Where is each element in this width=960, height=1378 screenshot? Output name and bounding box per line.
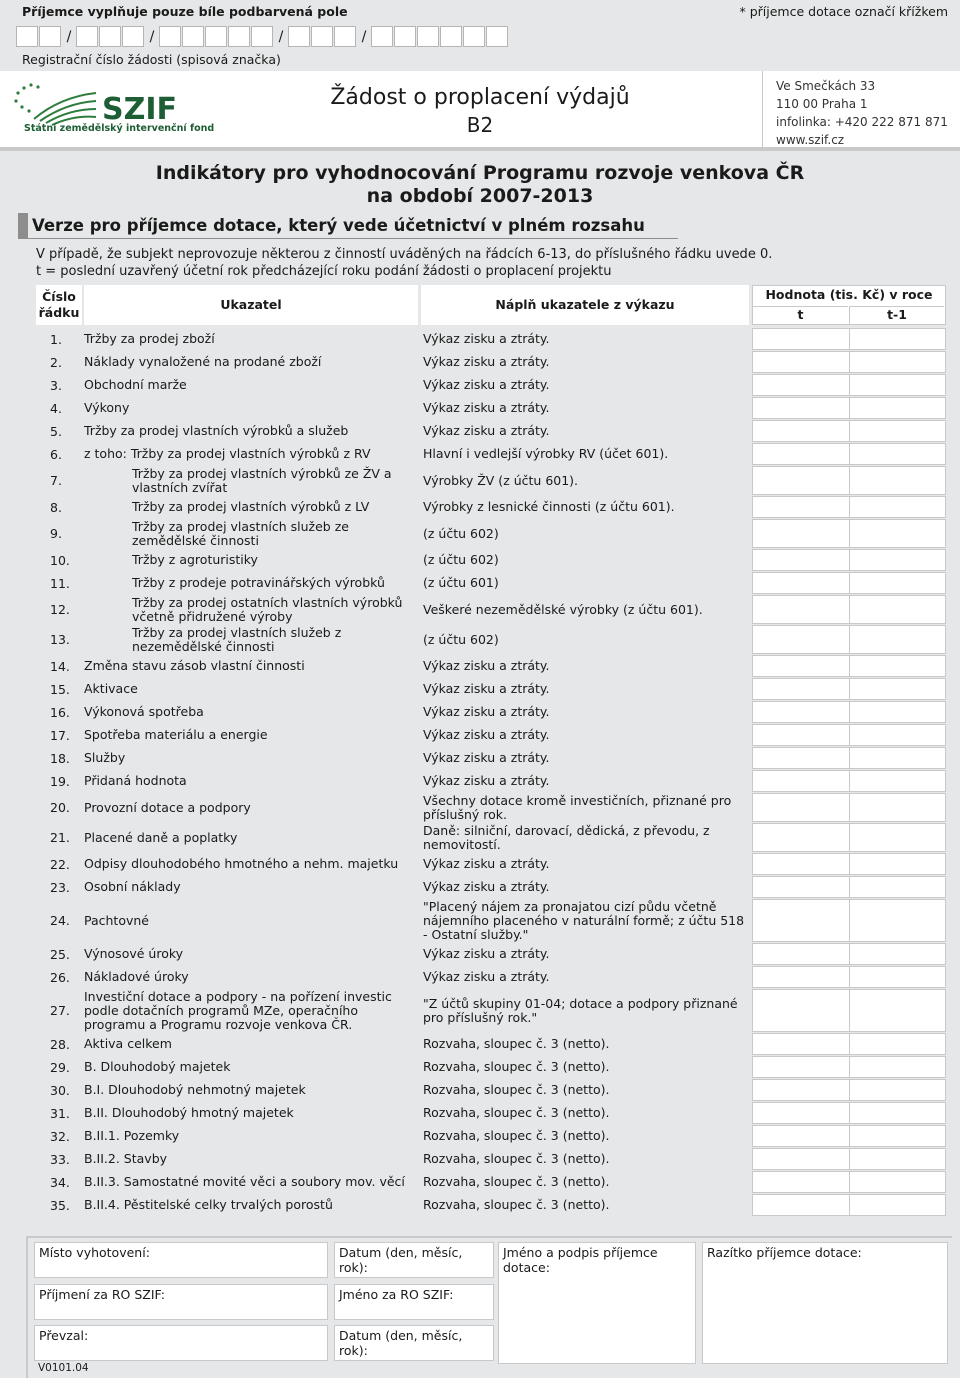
value-t-input[interactable] xyxy=(752,466,850,495)
table-row xyxy=(0,420,960,442)
col-header-source: Náplň ukazatele z výkazu xyxy=(421,285,749,325)
reg-digit-field[interactable] xyxy=(463,26,485,47)
row-number: 33. xyxy=(50,1151,70,1167)
value-t-1-input[interactable] xyxy=(849,899,946,942)
value-t-1-input[interactable] xyxy=(849,1102,946,1124)
form-header xyxy=(0,71,960,151)
value-t-input[interactable] xyxy=(752,989,850,1032)
address-block xyxy=(776,77,948,149)
value-t-1-input[interactable] xyxy=(849,793,946,822)
source-description: Rozvaha, sloupec č. 3 (netto). xyxy=(423,1128,610,1143)
value-t-input[interactable] xyxy=(752,747,850,769)
value-t-1-input[interactable] xyxy=(849,853,946,875)
value-t-input[interactable] xyxy=(752,876,850,898)
value-t-input[interactable] xyxy=(752,943,850,965)
value-t-input[interactable] xyxy=(752,899,850,942)
applicant-stamp-field[interactable]: Razítko příjemce dotace: xyxy=(702,1242,948,1364)
col-header-indicator: Ukazatel xyxy=(84,285,418,325)
table-row xyxy=(0,496,960,518)
value-t-1-input[interactable] xyxy=(849,549,946,571)
row-number: 3. xyxy=(50,377,62,393)
reg-digit-field[interactable] xyxy=(122,26,144,47)
source-description: Výkaz zisku a ztráty. xyxy=(423,704,550,719)
value-t-1-input[interactable] xyxy=(849,655,946,677)
form-title: Žádost o proplacení výdajů xyxy=(330,85,630,110)
source-description: Výkaz zisku a ztráty. xyxy=(423,969,550,984)
source-description: Výkaz zisku a ztráty. xyxy=(423,658,550,673)
row-number: 8. xyxy=(50,499,62,515)
value-t-1-input[interactable] xyxy=(849,1056,946,1078)
table-row xyxy=(0,793,960,822)
value-t-input[interactable] xyxy=(752,496,850,518)
row-number: 34. xyxy=(50,1174,70,1190)
row-number: 26. xyxy=(50,969,70,985)
place-field[interactable]: Místo vyhotovení: xyxy=(34,1242,328,1278)
value-t-1-input[interactable] xyxy=(849,678,946,700)
indicator-label: Investiční dotace a podpory - na pořízení investic podle dotačních programů MZe, operačního programu a Programu rozvoje venkova ČR. xyxy=(84,988,392,1032)
indicator-label: B.II.4. Pěstitelské celky trvalých porostů xyxy=(84,1197,333,1212)
value-t-1-input[interactable] xyxy=(849,420,946,442)
source-description: Rozvaha, sloupec č. 3 (netto). xyxy=(423,1151,610,1166)
value-t-1-input[interactable] xyxy=(849,876,946,898)
source-description: Rozvaha, sloupec č. 3 (netto). xyxy=(423,1174,610,1189)
value-t-input[interactable] xyxy=(752,1171,850,1193)
row-number: 9. xyxy=(50,526,62,541)
table-row xyxy=(0,1125,960,1147)
received-by-field[interactable]: Převzal: xyxy=(34,1325,328,1361)
row-number: 15. xyxy=(50,681,70,697)
table-row xyxy=(0,1033,960,1055)
indicator-label: Výkony xyxy=(84,400,130,415)
row-number: 5. xyxy=(50,423,62,439)
table-row xyxy=(0,351,960,373)
source-description: Výkaz zisku a ztráty. xyxy=(423,879,550,894)
date-field[interactable]: Datum (den, měsíc, rok): xyxy=(334,1242,494,1278)
instruction-rows: V případě, že subjekt neprovozuje některou z činností uváděných na řádcích 6-13, do příslušného řádku uvede 0. xyxy=(36,247,773,262)
value-t-1-input[interactable] xyxy=(849,496,946,518)
indicator-label: Tržby za prodej vlastních výrobků z LV xyxy=(132,499,370,514)
source-description: Výkaz zisku a ztráty. xyxy=(423,331,550,346)
indicator-label: z toho: Tržby za prodej vlastních výrobků z RV xyxy=(84,446,371,461)
value-t-1-input[interactable] xyxy=(849,1148,946,1170)
value-t-1-input[interactable] xyxy=(849,443,946,465)
indicator-label: B.II.3. Samostatné movité věci a soubory mov. věcí xyxy=(84,1174,405,1189)
reg-digit-field[interactable] xyxy=(159,26,181,47)
source-description: Výkaz zisku a ztráty. xyxy=(423,750,550,765)
row-number: 2. xyxy=(50,354,62,370)
row-number: 31. xyxy=(50,1105,70,1121)
value-t-input[interactable] xyxy=(752,519,850,548)
row-number: 17. xyxy=(50,727,70,743)
reg-digit-field[interactable] xyxy=(76,26,98,47)
source-description: Daně: silniční, darovací, dědická, z převodu, z nemovitostí. xyxy=(423,822,710,852)
row-number: 19. xyxy=(50,773,70,789)
source-description: Výkaz zisku a ztráty. xyxy=(423,400,550,415)
row-number: 32. xyxy=(50,1128,70,1144)
indicator-label: Náklady vynaložené na prodané zboží xyxy=(84,354,322,369)
source-description: Výkaz zisku a ztráty. xyxy=(423,423,550,438)
row-number: 24. xyxy=(50,913,70,928)
reg-digit-field[interactable] xyxy=(417,26,439,47)
value-t-1-input[interactable] xyxy=(849,966,946,988)
value-t-1-input[interactable] xyxy=(849,747,946,769)
registration-number-fields: / / / / xyxy=(16,26,509,47)
row-number: 35. xyxy=(50,1197,70,1213)
table-row xyxy=(0,397,960,419)
registration-label: Registrační číslo žádosti (spisová značka) xyxy=(22,52,281,67)
logo-full-name: Státní zemědělský intervenční fond xyxy=(24,123,215,134)
value-t-1-input[interactable] xyxy=(849,1125,946,1147)
hotline: infolinka: +420 222 871 871 xyxy=(776,115,948,129)
row-number: 29. xyxy=(50,1059,70,1075)
indicator-label: B.II.2. Stavby xyxy=(84,1151,168,1166)
value-t-input[interactable] xyxy=(752,1079,850,1101)
table-row xyxy=(0,1079,960,1101)
reg-digit-field[interactable] xyxy=(99,26,121,47)
table-row xyxy=(0,625,960,654)
source-description: Hlavní i vedlejší výrobky RV (účet 601). xyxy=(423,446,669,461)
row-number: 14. xyxy=(50,658,70,674)
table-row xyxy=(0,853,960,875)
source-description: Výkaz zisku a ztráty. xyxy=(423,354,550,369)
row-number: 12. xyxy=(50,602,70,617)
source-description: Rozvaha, sloupec č. 3 (netto). xyxy=(423,1059,610,1074)
value-t-1-input[interactable] xyxy=(849,943,946,965)
indicator-label: Aktiva celkem xyxy=(84,1036,172,1051)
indicator-label: Nákladové úroky xyxy=(84,969,189,984)
indicator-label: Služby xyxy=(84,750,126,765)
table-row xyxy=(0,374,960,396)
value-t-input[interactable] xyxy=(752,1033,850,1055)
table-row xyxy=(0,1148,960,1170)
indicator-label: Změna stavu zásob vlastní činnosti xyxy=(84,658,305,673)
row-number: 7. xyxy=(50,473,62,488)
row-number: 4. xyxy=(50,400,62,416)
form-code: B2 xyxy=(466,113,494,137)
source-description: "Z účtů skupiny 01-04; dotace a podpory přiznané pro příslušný rok." xyxy=(423,995,738,1025)
table-row xyxy=(0,899,960,942)
main-title: Indikátory pro vyhodnocování Programu rozvoje venkova ČR na období 2007-2013 xyxy=(155,162,805,207)
row-number: 27. xyxy=(50,1003,70,1018)
instruction-t-definition: t = poslední uzavřený účetní rok předcházející roku podání žádosti o proplacení projektu xyxy=(36,264,612,279)
table-row xyxy=(0,1102,960,1124)
value-t-1-input[interactable] xyxy=(849,595,946,624)
checkbox-note: * příjemce dotace označí křížkem xyxy=(739,4,948,19)
applicant-signature-field[interactable]: Jméno a podpis příjemce dotace: xyxy=(498,1242,696,1364)
reg-digit-field[interactable] xyxy=(228,26,250,47)
table-row xyxy=(0,823,960,852)
source-description: Rozvaha, sloupec č. 3 (netto). xyxy=(423,1105,610,1120)
indicator-label: Tržby z agroturistiky xyxy=(132,552,258,567)
value-t-input[interactable] xyxy=(752,701,850,723)
indicator-label: Výnosové úroky xyxy=(84,946,184,961)
value-t-input[interactable] xyxy=(752,1125,850,1147)
row-number: 13. xyxy=(50,632,70,647)
reg-digit-field[interactable] xyxy=(288,26,310,47)
source-description: (z účtu 601) xyxy=(423,575,499,590)
reg-digit-field[interactable] xyxy=(205,26,227,47)
table-row xyxy=(0,943,960,965)
row-number: 18. xyxy=(50,750,70,766)
row-number: 28. xyxy=(50,1036,70,1052)
value-t-1-input[interactable] xyxy=(849,374,946,396)
indicator-label: B.II.1. Pozemky xyxy=(84,1128,180,1143)
value-t-input[interactable] xyxy=(752,655,850,677)
address-line: 110 00 Praha 1 xyxy=(776,97,868,111)
value-t-1-input[interactable] xyxy=(849,1194,946,1216)
reg-digit-field[interactable] xyxy=(251,26,273,47)
row-number: 6. xyxy=(50,446,62,462)
value-t-1-input[interactable] xyxy=(849,701,946,723)
col-header-t: t xyxy=(753,306,848,324)
source-description: Výkaz zisku a ztráty. xyxy=(423,377,550,392)
value-t-input[interactable] xyxy=(752,443,850,465)
indicator-label: Tržby za prodej vlastních výrobků ze ŽV a vlastních zvířat xyxy=(132,465,392,495)
reg-digit-field[interactable] xyxy=(334,26,356,47)
indicator-label: Provozní dotace a podpory xyxy=(84,799,251,815)
table-row xyxy=(0,595,960,624)
value-t-input[interactable] xyxy=(752,770,850,792)
value-t-input[interactable] xyxy=(752,793,850,822)
ro-name-field[interactable]: Jméno za RO SZIF: xyxy=(334,1284,494,1320)
receipt-date-field[interactable]: Datum (den, měsíc, rok): xyxy=(334,1325,494,1361)
row-number: 23. xyxy=(50,879,70,895)
indicator-label: Tržby za prodej vlastních výrobků a služeb xyxy=(84,423,349,438)
table-row xyxy=(0,989,960,1032)
col-header-row-number: Číslo řádku xyxy=(36,285,82,325)
source-description: Výkaz zisku a ztráty. xyxy=(423,727,550,742)
table-row xyxy=(0,1056,960,1078)
table-row xyxy=(0,572,960,594)
value-t-input[interactable] xyxy=(752,328,850,350)
source-description: "Placený nájem za pronajatou cizí půdu včetně nájemního placeného v naturální formě; z účtu 518 - Ostatní služby." xyxy=(423,898,745,942)
source-description: Rozvaha, sloupec č. 3 (netto). xyxy=(423,1197,610,1212)
value-t-input[interactable] xyxy=(752,595,850,624)
source-description: Výrobky ŽV (z účtu 601). xyxy=(423,472,579,488)
table-row xyxy=(0,876,960,898)
source-description: Výkaz zisku a ztráty. xyxy=(423,773,550,788)
value-t-1-input[interactable] xyxy=(849,823,946,852)
form-version: V0101.04 xyxy=(38,1362,89,1374)
table-row xyxy=(0,770,960,792)
indicator-label: B.II. Dlouhodobý hmotný majetek xyxy=(84,1105,294,1120)
source-description: Výkaz zisku a ztráty. xyxy=(423,856,550,871)
table-row xyxy=(0,655,960,677)
indicator-table xyxy=(0,328,960,1217)
value-t-input[interactable] xyxy=(752,351,850,373)
value-t-input[interactable] xyxy=(752,823,850,852)
source-description: (z účtu 602) xyxy=(423,525,499,541)
source-description: Všechny dotace kromě investičních, přiznané pro příslušný rok. xyxy=(423,792,732,822)
value-t-input[interactable] xyxy=(752,397,850,419)
row-number: 20. xyxy=(50,800,70,815)
value-t-1-input[interactable] xyxy=(849,328,946,350)
value-t-1-input[interactable] xyxy=(849,1171,946,1193)
value-t-1-input[interactable] xyxy=(849,466,946,495)
indicator-label: B.I. Dlouhodobý nehmotný majetek xyxy=(84,1082,306,1097)
value-t-input[interactable] xyxy=(752,678,850,700)
indicator-label: Přidaná hodnota xyxy=(84,773,187,788)
reg-digit-field[interactable] xyxy=(39,26,61,47)
table-row xyxy=(0,1194,960,1216)
table-row xyxy=(0,966,960,988)
table-row xyxy=(0,328,960,350)
indicator-label: Placené daně a poplatky xyxy=(84,829,238,845)
indicator-label: B. Dlouhodobý majetek xyxy=(84,1059,231,1074)
reg-digit-field[interactable] xyxy=(371,26,393,47)
value-t-input[interactable] xyxy=(752,1194,850,1216)
indicator-label: Tržby z prodeje potravinářských výrobků xyxy=(132,575,385,590)
source-description: Rozvaha, sloupec č. 3 (netto). xyxy=(423,1036,610,1051)
reg-digit-field[interactable] xyxy=(182,26,204,47)
value-t-input[interactable] xyxy=(752,853,850,875)
value-t-input[interactable] xyxy=(752,1148,850,1170)
source-description: Výrobky z lesnické činnosti (z účtu 601). xyxy=(423,499,675,514)
col-header-t-1: t-1 xyxy=(849,306,944,324)
value-t-1-input[interactable] xyxy=(849,1079,946,1101)
row-number: 21. xyxy=(50,830,70,845)
value-t-1-input[interactable] xyxy=(849,625,946,654)
reg-digit-field[interactable] xyxy=(394,26,416,47)
table-row xyxy=(0,701,960,723)
value-t-input[interactable] xyxy=(752,420,850,442)
values-caption: Hodnota (tis. Kč) v roce xyxy=(765,287,933,302)
ro-surname-field[interactable]: Příjmení za RO SZIF: xyxy=(34,1284,328,1320)
table-row xyxy=(0,549,960,571)
value-t-1-input[interactable] xyxy=(849,770,946,792)
instruction-note: Příjemce vyplňuje pouze bíle podbarvená pole xyxy=(22,4,348,19)
indicator-label: Odpisy dlouhodobého hmotného a nehm. majetku xyxy=(84,856,399,871)
indicator-label: Výkonová spotřeba xyxy=(84,704,204,719)
indicator-label: Obchodní marže xyxy=(84,377,187,392)
table-row xyxy=(0,747,960,769)
table-row xyxy=(0,519,960,548)
value-t-1-input[interactable] xyxy=(849,989,946,1032)
value-t-input[interactable] xyxy=(752,549,850,571)
row-number: 16. xyxy=(50,704,70,720)
value-t-input[interactable] xyxy=(752,1056,850,1078)
svg-text:SZIF: SZIF xyxy=(102,92,178,127)
value-t-input[interactable] xyxy=(752,724,850,746)
value-t-1-input[interactable] xyxy=(849,397,946,419)
value-t-1-input[interactable] xyxy=(849,724,946,746)
indicator-label: Tržby za prodej vlastních služeb z nezemědělské činnosti xyxy=(132,624,342,654)
table-row xyxy=(0,1171,960,1193)
row-number: 22. xyxy=(50,856,70,872)
value-t-input[interactable] xyxy=(752,625,850,654)
reg-digit-field[interactable] xyxy=(311,26,333,47)
table-row xyxy=(0,678,960,700)
value-t-1-input[interactable] xyxy=(849,1033,946,1055)
website-link[interactable]: www.szif.cz xyxy=(776,133,845,147)
indicator-label: Tržby za prodej zboží xyxy=(84,331,215,346)
table-row xyxy=(0,466,960,495)
source-description: Rozvaha, sloupec č. 3 (netto). xyxy=(423,1082,610,1097)
source-description: (z účtu 602) xyxy=(423,631,499,647)
row-number: 10. xyxy=(50,552,70,568)
reg-digit-field[interactable] xyxy=(486,26,508,47)
indicator-label: Aktivace xyxy=(84,681,138,696)
source-description: Výkaz zisku a ztráty. xyxy=(423,946,550,961)
table-row xyxy=(0,443,960,465)
version-subtitle: Verze pro příjemce dotace, který vede účetnictví v plném rozsahu xyxy=(18,213,678,239)
value-t-input[interactable] xyxy=(752,572,850,594)
value-t-1-input[interactable] xyxy=(849,572,946,594)
col-header-values xyxy=(752,285,946,325)
indicator-label: Tržby za prodej ostatních vlastních výrobků včetně přidružené výroby xyxy=(132,594,403,624)
row-number: 11. xyxy=(50,575,70,591)
value-t-input[interactable] xyxy=(752,966,850,988)
row-number: 30. xyxy=(50,1082,70,1098)
value-t-1-input[interactable] xyxy=(849,519,946,548)
indicator-label: Tržby za prodej vlastních služeb ze zemědělské činnosti xyxy=(132,518,349,548)
value-t-1-input[interactable] xyxy=(849,351,946,373)
indicator-label: Spotřeba materiálu a energie xyxy=(84,727,268,742)
source-description: Výkaz zisku a ztráty. xyxy=(423,681,550,696)
address-line: Ve Smečkách 33 xyxy=(776,79,876,93)
value-t-input[interactable] xyxy=(752,1102,850,1124)
reg-digit-field[interactable] xyxy=(16,26,38,47)
reg-digit-field[interactable] xyxy=(440,26,462,47)
row-number: 25. xyxy=(50,946,70,962)
table-row xyxy=(0,724,960,746)
indicator-label: Osobní náklady xyxy=(84,879,181,894)
row-number: 1. xyxy=(50,331,62,347)
source-description: Veškeré nezemědělské výrobky (z účtu 601). xyxy=(423,601,703,617)
value-t-input[interactable] xyxy=(752,374,850,396)
source-description: (z účtu 602) xyxy=(423,552,499,567)
indicator-label: Pachtovné xyxy=(84,912,149,928)
